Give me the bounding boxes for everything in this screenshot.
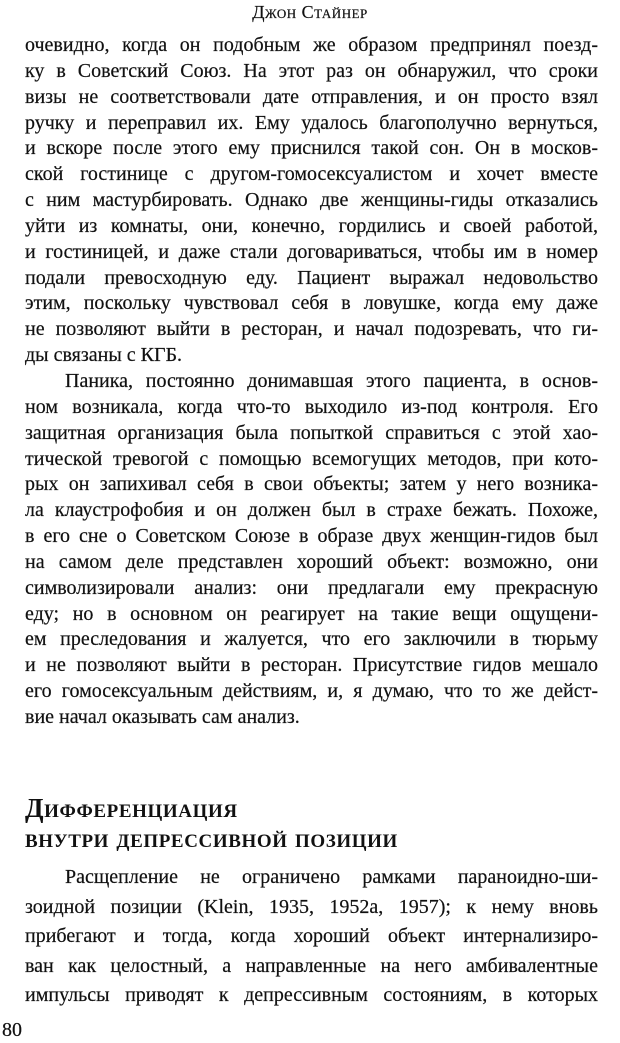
text-line: защитная организация была попыткой справиться с этой хао- [25, 421, 598, 444]
text-line: тической тревогой с помощью всемогущих методов, при кото- [25, 447, 598, 470]
text-line: этим, поскольку чувствовал себя в ловушке, когда ему даже [25, 292, 598, 315]
text-column [25, 33, 598, 731]
section-heading-line: внутри депрессивной позиции [25, 823, 398, 853]
running-head: Джон Стайнер [252, 2, 368, 22]
page-number: 80 [2, 1019, 22, 1041]
paragraph-3 [25, 863, 598, 1011]
text-line-indented: Расщепление не ограничено рамками параноидно-ши- [65, 866, 598, 888]
text-line: еду; но в основном он реагирует на такие вещи ощущени- [25, 602, 598, 625]
text-line: импульсы приводят к депрессивным состояниям, в которых [25, 984, 598, 1006]
text-line: ем преследования и жалуется, что его заключили в тюрьму [25, 628, 598, 651]
section-heading [25, 793, 398, 853]
text-line: ручку и переправил их. Ему удалось благополучно вернуться, [25, 111, 598, 134]
text-line: не позволяют выйти в ресторан, и начал подозревать, что ги- [25, 318, 598, 341]
text-line: ла клаустрофобия и он должен был в страхе бежать. Похоже, [25, 499, 598, 522]
paragraph-2 [25, 369, 598, 731]
section-heading-line: Дифференциация [25, 793, 238, 823]
text-line: на самом деле представлен хороший объект: возможно, они [25, 550, 598, 573]
text-line: очевидно, когда он подобным же образом предпринял поезд- [25, 34, 598, 56]
paragraph-1 [25, 33, 598, 369]
text-line: уйти из комнаты, они, конечно, гордились и своей работой, [25, 214, 598, 237]
text-line-last: ды связаны с КГБ. [25, 344, 183, 367]
text-line: с ним мастурбировать. Однако две женщины-гиды отказались [25, 189, 598, 212]
text-line: ном возникала, когда что-то выходило из-под контроля. Его [25, 395, 598, 418]
text-line: и гостиницей, и даже стали договариваться, чтобы им в номер [25, 240, 598, 263]
text-line: визы не соответствовали дате отправления, и он просто взял [25, 85, 598, 108]
text-line-last: вие начал оказывать сам анализ. [25, 705, 300, 728]
text-line: символизировали анализ: они предлагали ему прекрасную [25, 576, 598, 599]
text-line-indented: Паника, постоянно донимавшая этого пациента, в основ- [65, 369, 598, 392]
text-line: и не позволяют выйти в ресторан. Присутствие гидов мешало [25, 654, 598, 677]
text-line: ку в Советский Союз. На этот раз он обнаружил, что сроки [25, 59, 598, 82]
text-line: в его сне о Советском Союзе в образе двух женщин-гидов был [25, 525, 598, 548]
text-line: прибегают и тогда, когда хороший объект интернализиро- [25, 925, 598, 947]
text-line: и вскоре после этого ему приснился такой сон. Он в москов- [25, 137, 598, 160]
text-line: рых он запихивал себя в свои объекты; затем у него возника- [25, 473, 598, 496]
text-line: его гомосексуальным действиям, и, я думаю, что то же дейст- [25, 680, 598, 703]
text-line: ской гостинице с другом-гомосексуалистом и хочет вместе [25, 163, 598, 186]
text-line: ван как целостный, а направленные на него амбивалентные [25, 954, 598, 977]
text-line: зоидной позиции (Klein, 1935, 1952a, 1957); к нему вновь [25, 895, 598, 918]
text-line: подали превосходную еду. Пациент выражал недовольство [25, 266, 598, 289]
